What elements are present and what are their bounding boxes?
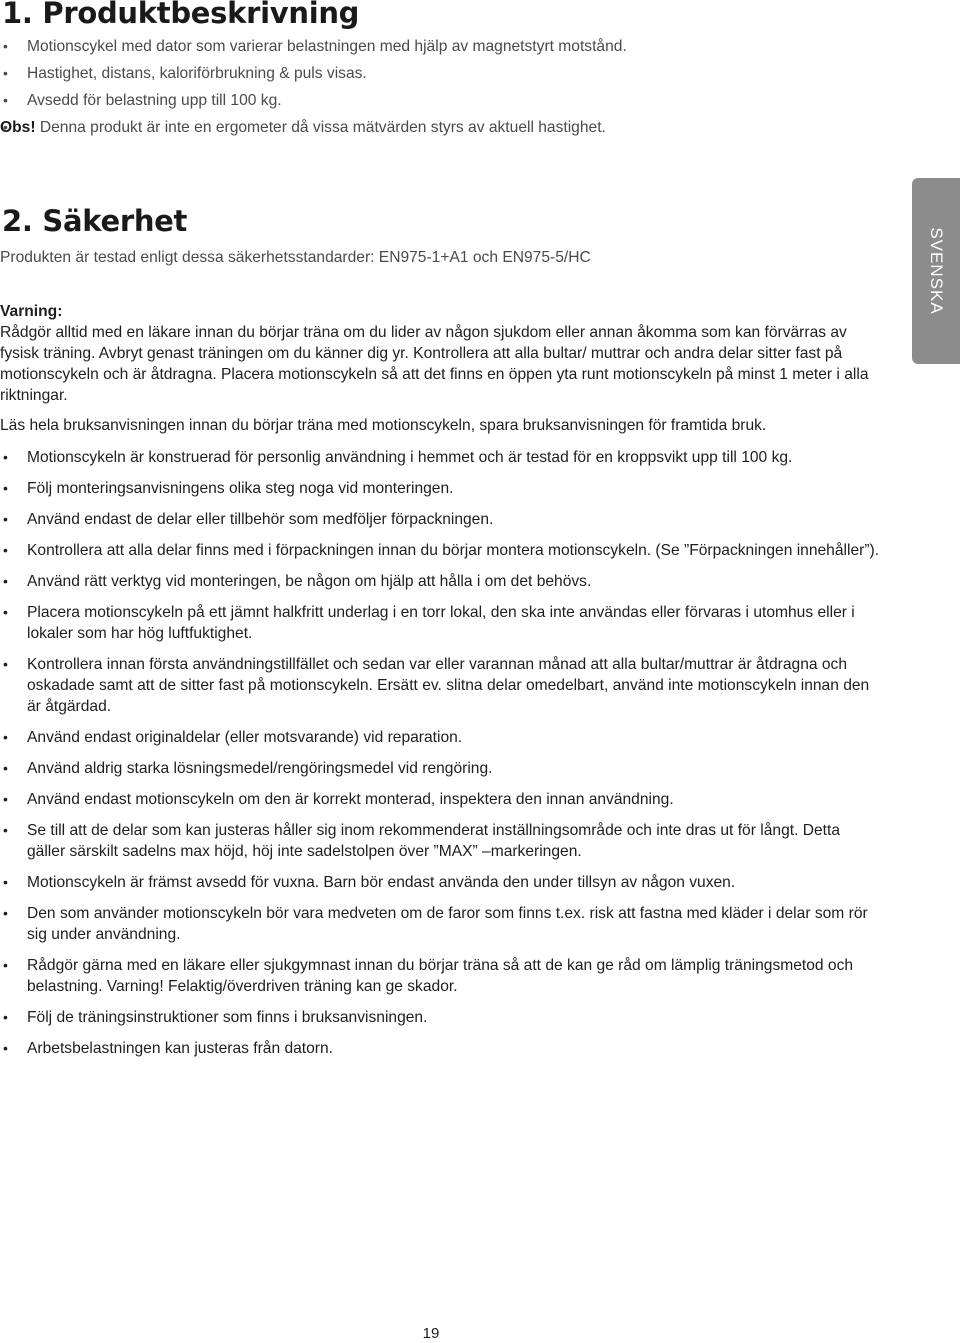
read-manual-text: Läs hela bruksanvisningen innan du börjar träna med motionscykeln, spara bruksanvisningen för framtida bruk. (0, 417, 767, 434)
obs-text: Denna produkt är inte en ergometer då vissa mätvärden styrs av aktuell hastighet. (35, 119, 606, 136)
list-item: • Placera motionscykeln på ett jämnt halkfritt underlag i en torr lokal, den ska inte användas eller förvaras i utomhus eller i lokaler som har hög luftfuktighet. (0, 602, 880, 644)
warning-text: Rådgör alltid med en läkare innan du börjar träna om du lider av någon sjukdom eller annan åkomma som kan förvärras av fysisk träning. Avbryt genast träningen om du känner dig yr. Kontrollera att alla bultar/ muttrar och andra delar sitter fast på motionscykeln och är åtdragna. Placera motionscykeln så att det finns en öppen yta runt motionscykeln på minst 1 meter i alla riktningar. (0, 324, 869, 404)
obs-label: Obs! (0, 119, 36, 136)
list-item: • Motionscykel med dator som varierar belastningen med hjälp av magnetstyrt motstånd. (0, 36, 900, 57)
list-item: • Använd rätt verktyg vid monteringen, be någon om hjälp att hålla i om det behövs. (0, 571, 880, 592)
list-item: • Använd aldrig starka lösningsmedel/rengöringsmedel vid rengöring. (0, 758, 880, 779)
language-tab-label: SVENSKA (927, 227, 946, 315)
obs-note (0, 117, 900, 138)
warning-label: Varning: (0, 303, 63, 320)
list-item: • Kontrollera innan första användningstillfället och sedan var eller varannan månad att alla bultar/muttrar är åtdragna och oskadade samt att de sitter fast på motionscykeln. Ersätt ev. slitna delar omedelbart, använd inte motionscykeln innan den är åtgärdad. (0, 654, 880, 717)
list-item: • Avsedd för belastning upp till 100 kg. (0, 90, 900, 111)
list-item: • Arbetsbelastningen kan justeras från datorn. (0, 1038, 880, 1059)
product-description-list (0, 36, 900, 144)
list-item: • Använd endast de delar eller tillbehör som medföljer förpackningen. (0, 509, 880, 530)
safety-list (0, 447, 880, 1059)
list-item: • Motionscykeln är främst avsedd för vuxna. Barn bör endast använda den under tillsyn av någon vuxen. (0, 872, 880, 893)
section1-title: 1. Produktbeskrivning (2, 0, 360, 30)
list-item: • Den som använder motionscykeln bör vara medveten om de faror som finns t.ex. risk att fastna med kläder i delar som rör sig under användning. (0, 903, 880, 945)
list-item: • Motionscykeln är konstruerad för personlig användning i hemmet och är testad för en kroppsvikt upp till 100 kg. (0, 447, 880, 468)
page-number: 19 (422, 1325, 440, 1342)
language-tab (912, 178, 960, 364)
standards-text: Produkten är testad enligt dessa säkerhetsstandarder: EN975-1+A1 och EN975-5/HC (0, 249, 591, 266)
list-item: • Hastighet, distans, kaloriförbrukning & puls visas. (0, 63, 900, 84)
section2-title: 2. Säkerhet (2, 204, 188, 238)
list-item: • Se till att de delar som kan justeras håller sig inom rekommenderat inställningsområde och inte dras ut för långt. Detta gäller särskilt sadelns max höjd, höj inte sadelstolpen över ”MAX” –markeringen. (0, 820, 880, 862)
list-item: • Använd endast motionscykeln om den är korrekt monterad, inspektera den innan användning. (0, 789, 880, 810)
list-item: • Följ monteringsanvisningens olika steg noga vid monteringen. (0, 478, 880, 499)
list-item: • Kontrollera att alla delar finns med i förpackningen innan du börjar montera motionscykeln. (Se ”Förpackningen innehåller”). (0, 540, 880, 561)
list-item: • Använd endast originaldelar (eller motsvarande) vid reparation. (0, 727, 880, 748)
list-item: • Följ de träningsinstruktioner som finns i bruksanvisningen. (0, 1007, 880, 1028)
safety-section (0, 247, 880, 1069)
list-item: • Rådgör gärna med en läkare eller sjukgymnast innan du börjar träna så att de kan ge råd om lämplig träningsmetod och belastning. Varning! Felaktig/överdriven träning kan ge skador. (0, 955, 880, 997)
